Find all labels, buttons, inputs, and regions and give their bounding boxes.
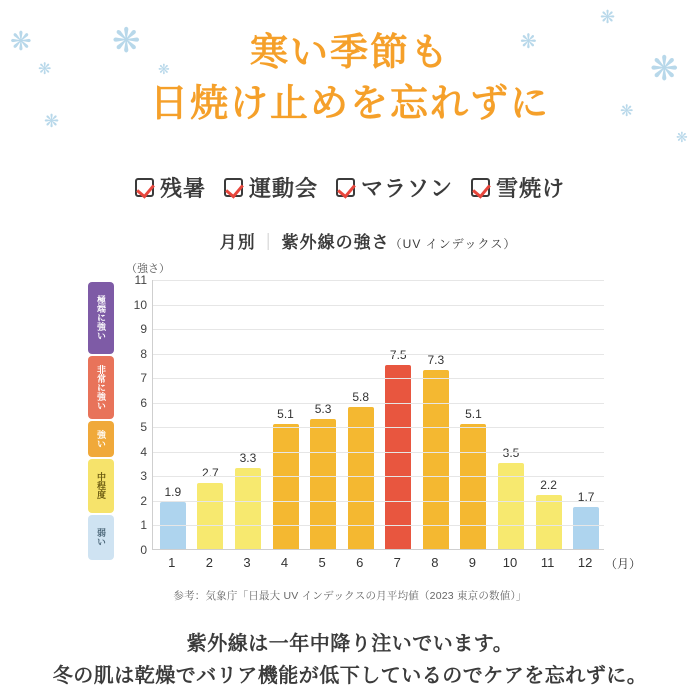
x-axis-tick: 8 — [431, 555, 439, 570]
gridline — [153, 305, 604, 306]
bar-value-label: 3.3 — [239, 451, 257, 465]
bar-slot — [567, 279, 605, 549]
chart-bar — [235, 451, 261, 549]
chart-bar — [197, 465, 223, 549]
x-axis-tick: 5 — [318, 555, 326, 570]
footer-line-1: 紫外線は一年中降り注いでいます。 — [186, 633, 514, 655]
chart-bar — [423, 352, 449, 549]
y-axis-tick: 11 — [134, 273, 147, 287]
uv-index-chart — [88, 228, 642, 610]
chart-plot-area — [88, 260, 642, 580]
x-axis-tick: 2 — [205, 555, 213, 570]
x-axis-tick: 9 — [468, 555, 477, 570]
bar-slot — [455, 279, 493, 549]
snowflake-icon: ❋ — [44, 111, 60, 131]
y-axis-tick: 7 — [140, 371, 147, 386]
snowflake-icon: ❋ — [112, 22, 141, 60]
snowflake-icon: ❋ — [520, 31, 537, 53]
bar-value-label: 7.3 — [427, 352, 445, 367]
bar-value-label: 5.1 — [277, 406, 294, 421]
x-axis-tick: 3 — [243, 555, 251, 570]
gridline — [153, 378, 604, 379]
x-axis-tick: 4 — [280, 555, 289, 570]
bar-value-label: 1.9 — [164, 485, 182, 500]
check-item-label: マラソン — [361, 176, 454, 201]
gridline — [153, 452, 604, 453]
scale-segment-high: 強い — [88, 421, 114, 457]
chart-bar — [573, 490, 599, 549]
check-item-2 — [336, 172, 453, 203]
y-axis-tick: 1 — [140, 518, 147, 533]
y-axis-label: （強さ） — [126, 263, 170, 275]
x-axis-tick-labels — [153, 555, 604, 570]
footer-line-2: 冬の肌は乾燥でバリア機能が低下しているのでケアを忘れずに。 — [52, 665, 648, 687]
chart-source-note: 参考：気象庁「日最大 UV インデックスの月平均値（2023 東京の数値）」 — [173, 590, 527, 602]
snowflake-icon: ❋ — [620, 103, 634, 120]
chart-title-separator: ｜ — [259, 233, 278, 252]
gridline — [153, 501, 604, 502]
y-axis-tick: 8 — [140, 346, 147, 361]
snowflake-icon: ❋ — [38, 61, 52, 78]
chart-bars — [154, 279, 605, 549]
check-item-1 — [224, 172, 318, 203]
x-axis-unit-label: （月） — [605, 557, 642, 571]
x-axis-tick: 7 — [393, 555, 401, 570]
y-axis-tick: 6 — [140, 395, 147, 410]
bar-value-label: 5.1 — [465, 406, 482, 421]
chart-title-main: 月別 — [219, 233, 256, 252]
headline-line-1: 寒い季節も — [249, 32, 450, 74]
chart-bar — [310, 401, 336, 549]
gridline — [153, 427, 604, 428]
y-axis-tick: 10 — [133, 297, 147, 312]
gridline — [153, 354, 604, 355]
check-list — [0, 172, 700, 203]
chart-bar — [273, 406, 299, 549]
gridline — [153, 476, 604, 477]
bar-value-label: 5.8 — [352, 389, 370, 404]
chart-title-sub: 紫外線の強さ — [281, 233, 390, 252]
bar-slot — [154, 279, 192, 549]
chart-bar — [460, 406, 486, 549]
y-axis-tick: 4 — [140, 444, 147, 459]
snowflake-icon: ❋ — [650, 50, 679, 88]
chart-gridlines — [133, 273, 604, 557]
scale-segment-low: 弱い — [88, 515, 114, 560]
bar-value-label: 2.7 — [202, 465, 219, 480]
headline — [0, 28, 700, 130]
snowflake-icon: ❋ — [10, 26, 32, 56]
x-axis-tick: 12 — [577, 555, 593, 570]
y-axis-tick: 0 — [140, 543, 147, 557]
bar-slot — [379, 279, 417, 549]
bar-slot — [530, 279, 568, 549]
snowflake-icon: ❋ — [676, 129, 688, 145]
checkbox-checked-icon — [135, 178, 154, 197]
y-axis-tick: 5 — [140, 420, 147, 435]
scale-segment-very-high: 非常に強い — [88, 356, 114, 419]
gridline — [153, 280, 604, 281]
bar-slot — [192, 279, 230, 549]
bar-value-label: 7.5 — [389, 347, 407, 362]
bar-value-label: 3.5 — [502, 446, 520, 461]
checkbox-checked-icon — [336, 178, 355, 197]
gridline — [153, 329, 604, 330]
bar-value-label: 5.3 — [314, 401, 332, 416]
gridline — [153, 525, 604, 526]
checkbox-checked-icon — [471, 178, 490, 197]
snowflake-icon: ❋ — [600, 7, 616, 27]
headline-line-2: 日焼け止めを忘れずに — [149, 83, 550, 125]
chart-bar — [536, 478, 562, 549]
chart-bar — [385, 347, 411, 549]
x-axis-tick: 6 — [356, 555, 364, 570]
checkbox-checked-icon — [224, 178, 243, 197]
chart-title-unit: （UV インデックス） — [389, 237, 517, 251]
y-axis-tick: 9 — [140, 322, 147, 337]
bar-slot — [267, 279, 305, 549]
check-item-3 — [471, 172, 565, 203]
y-axis-tick: 2 — [140, 493, 147, 508]
snowflake-icon: ❋ — [158, 61, 170, 77]
check-item-0 — [135, 172, 206, 203]
bar-slot — [229, 279, 267, 549]
bar-slot — [492, 279, 530, 549]
check-item-label: 残暑 — [159, 176, 206, 201]
x-axis-tick: 10 — [502, 555, 518, 570]
bar-slot — [342, 279, 380, 549]
x-axis-tick: 11 — [540, 555, 555, 570]
bar-slot — [417, 279, 455, 549]
x-axis-tick: 1 — [168, 555, 176, 570]
bar-slot — [304, 279, 342, 549]
check-item-label: 運動会 — [248, 176, 318, 201]
footer-text — [0, 628, 700, 692]
chart-title — [88, 228, 612, 253]
chart-axes — [118, 260, 642, 580]
intensity-scale-legend — [88, 282, 114, 560]
gridline — [153, 403, 604, 404]
scale-segment-moderate: 中程度 — [88, 459, 114, 513]
check-item-label: 雪焼け — [496, 176, 566, 201]
bar-value-label: 1.7 — [577, 490, 595, 505]
y-axis-tick: 3 — [140, 469, 147, 484]
scale-segment-extreme: 極端に強い — [88, 282, 114, 354]
bar-value-label: 2.2 — [540, 478, 557, 492]
